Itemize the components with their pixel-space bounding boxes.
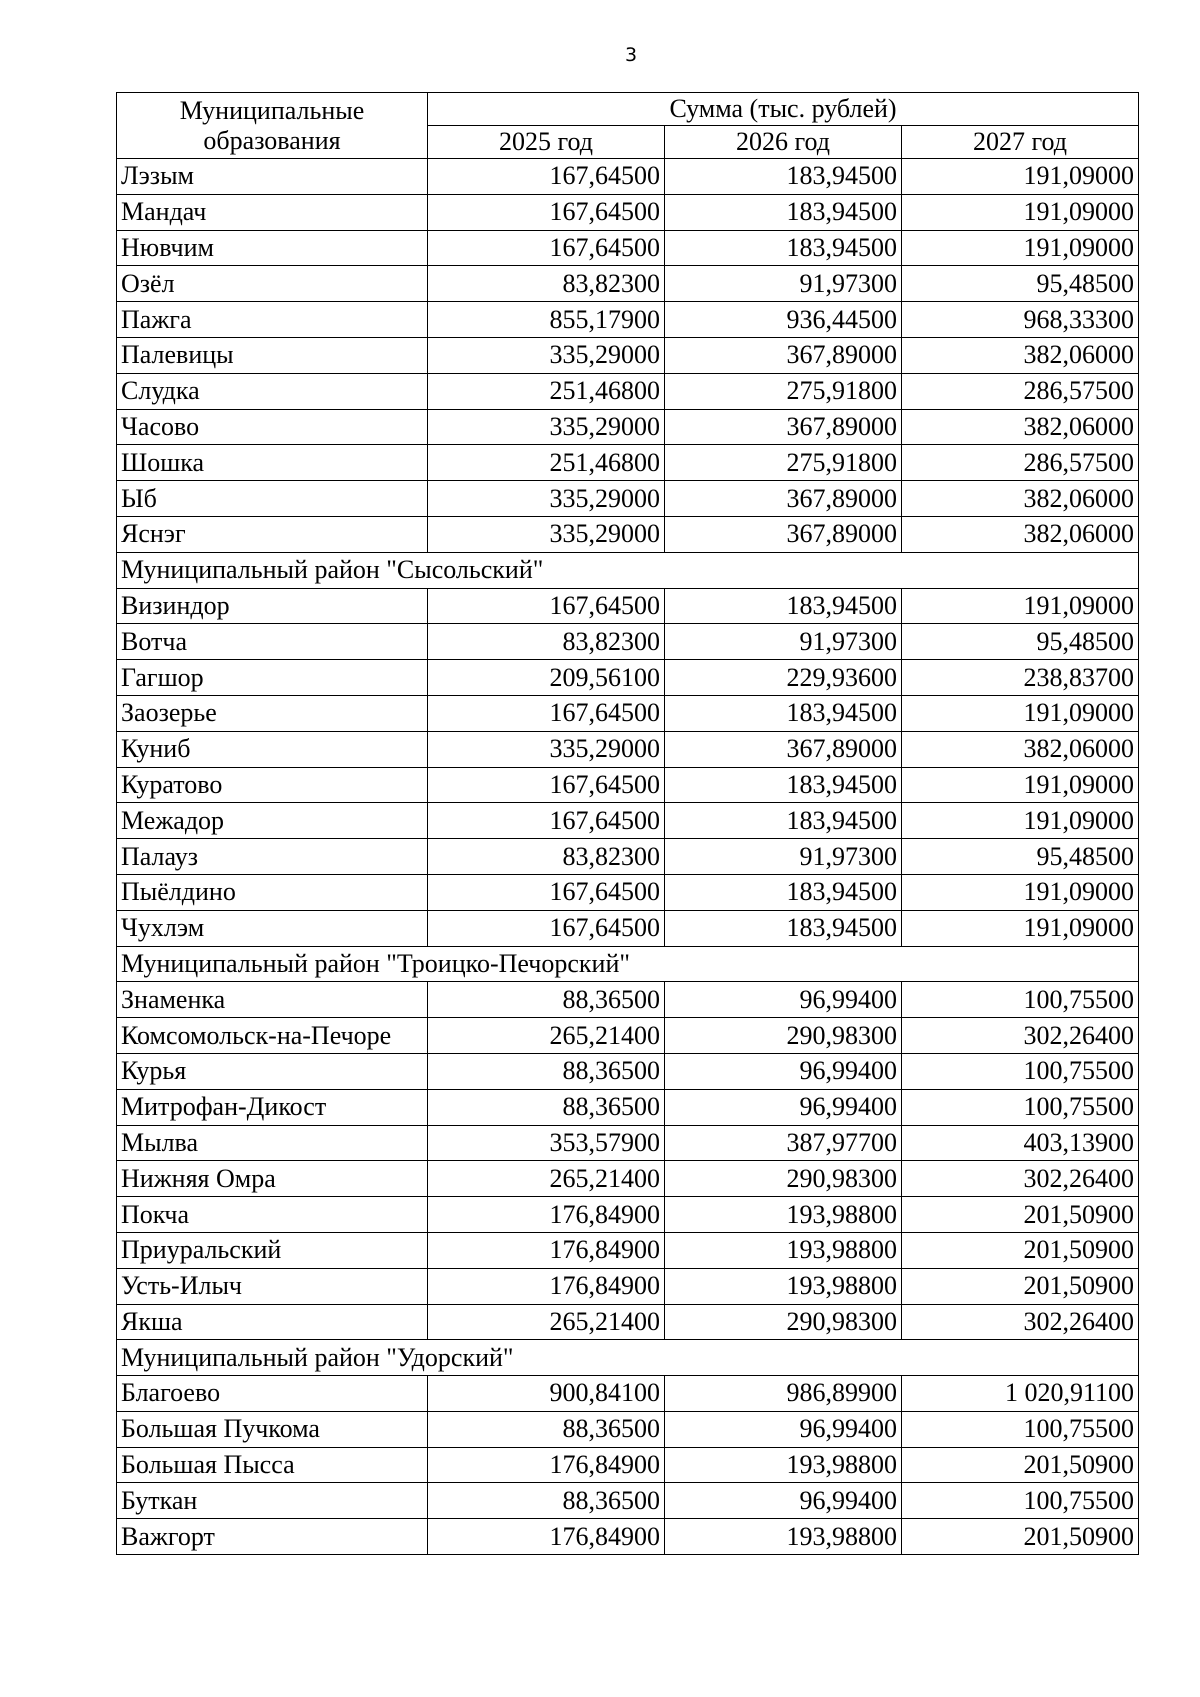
table-row bbox=[117, 266, 1139, 302]
table-row bbox=[117, 409, 1139, 445]
municipality-name: Знаменка bbox=[117, 982, 428, 1018]
amount-2026: 367,89000 bbox=[665, 731, 902, 767]
amount-2025: 83,82300 bbox=[428, 839, 665, 875]
amount-2026: 91,97300 bbox=[665, 839, 902, 875]
table-row bbox=[117, 159, 1139, 195]
amount-2027: 95,48500 bbox=[902, 624, 1139, 660]
amount-2025: 88,36500 bbox=[428, 982, 665, 1018]
amount-2025: 167,64500 bbox=[428, 159, 665, 195]
table-row bbox=[117, 1197, 1139, 1233]
amount-2027: 191,09000 bbox=[902, 910, 1139, 946]
amount-2027: 302,26400 bbox=[902, 1304, 1139, 1340]
amount-2025: 251,46800 bbox=[428, 445, 665, 481]
municipality-name: Нювчим bbox=[117, 230, 428, 266]
amount-2026: 367,89000 bbox=[665, 409, 902, 445]
amount-2027: 201,50900 bbox=[902, 1447, 1139, 1483]
table-row bbox=[117, 660, 1139, 696]
table-row bbox=[117, 1089, 1139, 1125]
amount-2025: 167,64500 bbox=[428, 194, 665, 230]
table-row bbox=[117, 1304, 1139, 1340]
amount-2027: 95,48500 bbox=[902, 266, 1139, 302]
table-row bbox=[117, 624, 1139, 660]
amount-2027: 382,06000 bbox=[902, 731, 1139, 767]
amount-2026: 96,99400 bbox=[665, 982, 902, 1018]
amount-2025: 88,36500 bbox=[428, 1089, 665, 1125]
amount-2027: 100,75500 bbox=[902, 1483, 1139, 1519]
municipality-name: Шошка bbox=[117, 445, 428, 481]
amount-2027: 100,75500 bbox=[902, 1411, 1139, 1447]
amount-2025: 83,82300 bbox=[428, 624, 665, 660]
section-row bbox=[117, 552, 1139, 588]
amount-2025: 335,29000 bbox=[428, 337, 665, 373]
municipality-name: Слудка bbox=[117, 373, 428, 409]
amount-2026: 193,98800 bbox=[665, 1197, 902, 1233]
table-row bbox=[117, 1053, 1139, 1089]
amount-2025: 176,84900 bbox=[428, 1232, 665, 1268]
table-row bbox=[117, 1447, 1139, 1483]
amount-2027: 100,75500 bbox=[902, 1089, 1139, 1125]
amount-2026: 367,89000 bbox=[665, 481, 902, 517]
section-title: Муниципальный район "Троицко-Печорский" bbox=[117, 946, 1139, 982]
table-body bbox=[117, 159, 1139, 1555]
table-row bbox=[117, 1483, 1139, 1519]
amount-2025: 88,36500 bbox=[428, 1411, 665, 1447]
amount-2027: 95,48500 bbox=[902, 839, 1139, 875]
municipality-name: Межадор bbox=[117, 803, 428, 839]
table-row bbox=[117, 731, 1139, 767]
table-row bbox=[117, 1376, 1139, 1412]
amount-2026: 183,94500 bbox=[665, 767, 902, 803]
amount-2025: 265,21400 bbox=[428, 1161, 665, 1197]
amount-2027: 201,50900 bbox=[902, 1232, 1139, 1268]
municipality-name: Гагшор bbox=[117, 660, 428, 696]
amount-2026: 193,98800 bbox=[665, 1232, 902, 1268]
amount-2027: 302,26400 bbox=[902, 1161, 1139, 1197]
table-row bbox=[117, 874, 1139, 910]
section-title: Муниципальный район "Сысольский" bbox=[117, 552, 1139, 588]
table-row bbox=[117, 516, 1139, 552]
amount-2025: 265,21400 bbox=[428, 1304, 665, 1340]
amount-2026: 91,97300 bbox=[665, 266, 902, 302]
amount-2027: 238,83700 bbox=[902, 660, 1139, 696]
amount-2027: 191,09000 bbox=[902, 874, 1139, 910]
amount-2027: 191,09000 bbox=[902, 194, 1139, 230]
sum-header: Сумма (тыс. рублей) bbox=[428, 93, 1139, 126]
municipality-name: Мылва bbox=[117, 1125, 428, 1161]
amount-2025: 88,36500 bbox=[428, 1483, 665, 1519]
municipality-header: Муниципальные образования bbox=[117, 93, 428, 159]
table-row bbox=[117, 1232, 1139, 1268]
table-row bbox=[117, 1161, 1139, 1197]
municipality-name: Озёл bbox=[117, 266, 428, 302]
amount-2026: 275,91800 bbox=[665, 445, 902, 481]
amount-2025: 900,84100 bbox=[428, 1376, 665, 1412]
amount-2027: 1 020,91100 bbox=[902, 1376, 1139, 1412]
municipality-name: Большая Пучкома bbox=[117, 1411, 428, 1447]
section-title: Муниципальный район "Удорский" bbox=[117, 1340, 1139, 1376]
amount-2026: 96,99400 bbox=[665, 1089, 902, 1125]
amount-2025: 167,64500 bbox=[428, 695, 665, 731]
table-row bbox=[117, 767, 1139, 803]
amount-2026: 183,94500 bbox=[665, 230, 902, 266]
amount-2026: 96,99400 bbox=[665, 1483, 902, 1519]
amount-2025: 176,84900 bbox=[428, 1197, 665, 1233]
amount-2026: 193,98800 bbox=[665, 1519, 902, 1555]
municipality-name: Курья bbox=[117, 1053, 428, 1089]
amount-2025: 167,64500 bbox=[428, 767, 665, 803]
amount-2027: 382,06000 bbox=[902, 481, 1139, 517]
amount-2025: 265,21400 bbox=[428, 1018, 665, 1054]
amount-2026: 183,94500 bbox=[665, 194, 902, 230]
amount-2026: 183,94500 bbox=[665, 803, 902, 839]
municipality-name: Комсомольск-на-Печоре bbox=[117, 1018, 428, 1054]
amount-2027: 191,09000 bbox=[902, 588, 1139, 624]
table-row bbox=[117, 1411, 1139, 1447]
table-row bbox=[117, 982, 1139, 1018]
table-header bbox=[117, 93, 1139, 159]
amount-2025: 167,64500 bbox=[428, 588, 665, 624]
amount-2025: 353,57900 bbox=[428, 1125, 665, 1161]
amount-2027: 191,09000 bbox=[902, 803, 1139, 839]
year-header-2025: 2025 год bbox=[428, 126, 665, 159]
budget-table bbox=[116, 92, 1139, 1555]
amount-2027: 100,75500 bbox=[902, 982, 1139, 1018]
amount-2026: 183,94500 bbox=[665, 874, 902, 910]
amount-2026: 91,97300 bbox=[665, 624, 902, 660]
amount-2025: 335,29000 bbox=[428, 516, 665, 552]
amount-2025: 83,82300 bbox=[428, 266, 665, 302]
table-row bbox=[117, 230, 1139, 266]
amount-2025: 167,64500 bbox=[428, 910, 665, 946]
amount-2025: 167,64500 bbox=[428, 874, 665, 910]
amount-2027: 286,57500 bbox=[902, 445, 1139, 481]
amount-2026: 936,44500 bbox=[665, 302, 902, 338]
amount-2025: 251,46800 bbox=[428, 373, 665, 409]
amount-2026: 96,99400 bbox=[665, 1411, 902, 1447]
amount-2027: 201,50900 bbox=[902, 1268, 1139, 1304]
municipality-name: Ыб bbox=[117, 481, 428, 517]
amount-2027: 382,06000 bbox=[902, 516, 1139, 552]
amount-2025: 167,64500 bbox=[428, 803, 665, 839]
amount-2026: 193,98800 bbox=[665, 1268, 902, 1304]
municipality-name: Чухлэм bbox=[117, 910, 428, 946]
amount-2025: 88,36500 bbox=[428, 1053, 665, 1089]
year-header-2027: 2027 год bbox=[902, 126, 1139, 159]
year-header-2026: 2026 год bbox=[665, 126, 902, 159]
section-row bbox=[117, 1340, 1139, 1376]
table-row bbox=[117, 839, 1139, 875]
municipality-name: Приуральский bbox=[117, 1232, 428, 1268]
amount-2027: 382,06000 bbox=[902, 409, 1139, 445]
amount-2027: 100,75500 bbox=[902, 1053, 1139, 1089]
amount-2026: 387,97700 bbox=[665, 1125, 902, 1161]
amount-2026: 367,89000 bbox=[665, 337, 902, 373]
municipality-name: Благоево bbox=[117, 1376, 428, 1412]
amount-2026: 183,94500 bbox=[665, 159, 902, 195]
table-row bbox=[117, 373, 1139, 409]
municipality-name: Вотча bbox=[117, 624, 428, 660]
amount-2026: 290,98300 bbox=[665, 1018, 902, 1054]
table-row bbox=[117, 588, 1139, 624]
amount-2027: 201,50900 bbox=[902, 1519, 1139, 1555]
amount-2027: 191,09000 bbox=[902, 767, 1139, 803]
municipality-name: Большая Пысса bbox=[117, 1447, 428, 1483]
amount-2026: 290,98300 bbox=[665, 1161, 902, 1197]
amount-2025: 335,29000 bbox=[428, 481, 665, 517]
amount-2026: 183,94500 bbox=[665, 588, 902, 624]
section-row bbox=[117, 946, 1139, 982]
municipality-name: Палауз bbox=[117, 839, 428, 875]
municipality-name: Якша bbox=[117, 1304, 428, 1340]
amount-2027: 201,50900 bbox=[902, 1197, 1139, 1233]
municipality-name: Усть-Илыч bbox=[117, 1268, 428, 1304]
municipality-name: Палевицы bbox=[117, 337, 428, 373]
municipality-name: Мандач bbox=[117, 194, 428, 230]
municipality-name: Заозерье bbox=[117, 695, 428, 731]
municipality-name: Митрофан-Дикост bbox=[117, 1089, 428, 1125]
municipality-name: Куратово bbox=[117, 767, 428, 803]
amount-2026: 290,98300 bbox=[665, 1304, 902, 1340]
municipality-name: Яснэг bbox=[117, 516, 428, 552]
amount-2026: 229,93600 bbox=[665, 660, 902, 696]
table-row bbox=[117, 302, 1139, 338]
municipality-name: Часово bbox=[117, 409, 428, 445]
municipality-name: Лэзым bbox=[117, 159, 428, 195]
amount-2026: 986,89900 bbox=[665, 1376, 902, 1412]
amount-2027: 191,09000 bbox=[902, 159, 1139, 195]
amount-2026: 183,94500 bbox=[665, 695, 902, 731]
municipality-name: Буткан bbox=[117, 1483, 428, 1519]
municipality-name: Нижняя Омра bbox=[117, 1161, 428, 1197]
table-row bbox=[117, 1519, 1139, 1555]
amount-2026: 183,94500 bbox=[665, 910, 902, 946]
amount-2027: 302,26400 bbox=[902, 1018, 1139, 1054]
table-row bbox=[117, 337, 1139, 373]
table-row bbox=[117, 445, 1139, 481]
amount-2026: 275,91800 bbox=[665, 373, 902, 409]
table-row bbox=[117, 481, 1139, 517]
municipality-name: Пыёлдино bbox=[117, 874, 428, 910]
municipality-name: Покча bbox=[117, 1197, 428, 1233]
table-row bbox=[117, 1018, 1139, 1054]
amount-2026: 193,98800 bbox=[665, 1447, 902, 1483]
table-row bbox=[117, 803, 1139, 839]
amount-2025: 176,84900 bbox=[428, 1447, 665, 1483]
municipality-name: Куниб bbox=[117, 731, 428, 767]
amount-2027: 286,57500 bbox=[902, 373, 1139, 409]
amount-2025: 855,17900 bbox=[428, 302, 665, 338]
table-row bbox=[117, 194, 1139, 230]
amount-2026: 367,89000 bbox=[665, 516, 902, 552]
amount-2027: 968,33300 bbox=[902, 302, 1139, 338]
amount-2025: 176,84900 bbox=[428, 1268, 665, 1304]
amount-2025: 335,29000 bbox=[428, 409, 665, 445]
amount-2027: 191,09000 bbox=[902, 695, 1139, 731]
table-row bbox=[117, 695, 1139, 731]
amount-2025: 167,64500 bbox=[428, 230, 665, 266]
municipality-name: Пажга bbox=[117, 302, 428, 338]
table-row bbox=[117, 1268, 1139, 1304]
amount-2025: 176,84900 bbox=[428, 1519, 665, 1555]
page-number: 3 bbox=[624, 44, 638, 66]
amount-2026: 96,99400 bbox=[665, 1053, 902, 1089]
table-row bbox=[117, 1125, 1139, 1161]
amount-2027: 403,13900 bbox=[902, 1125, 1139, 1161]
municipality-name: Важгорт bbox=[117, 1519, 428, 1555]
amount-2027: 191,09000 bbox=[902, 230, 1139, 266]
table-row bbox=[117, 910, 1139, 946]
amount-2025: 209,56100 bbox=[428, 660, 665, 696]
amount-2027: 382,06000 bbox=[902, 337, 1139, 373]
municipality-name: Визиндор bbox=[117, 588, 428, 624]
amount-2025: 335,29000 bbox=[428, 731, 665, 767]
